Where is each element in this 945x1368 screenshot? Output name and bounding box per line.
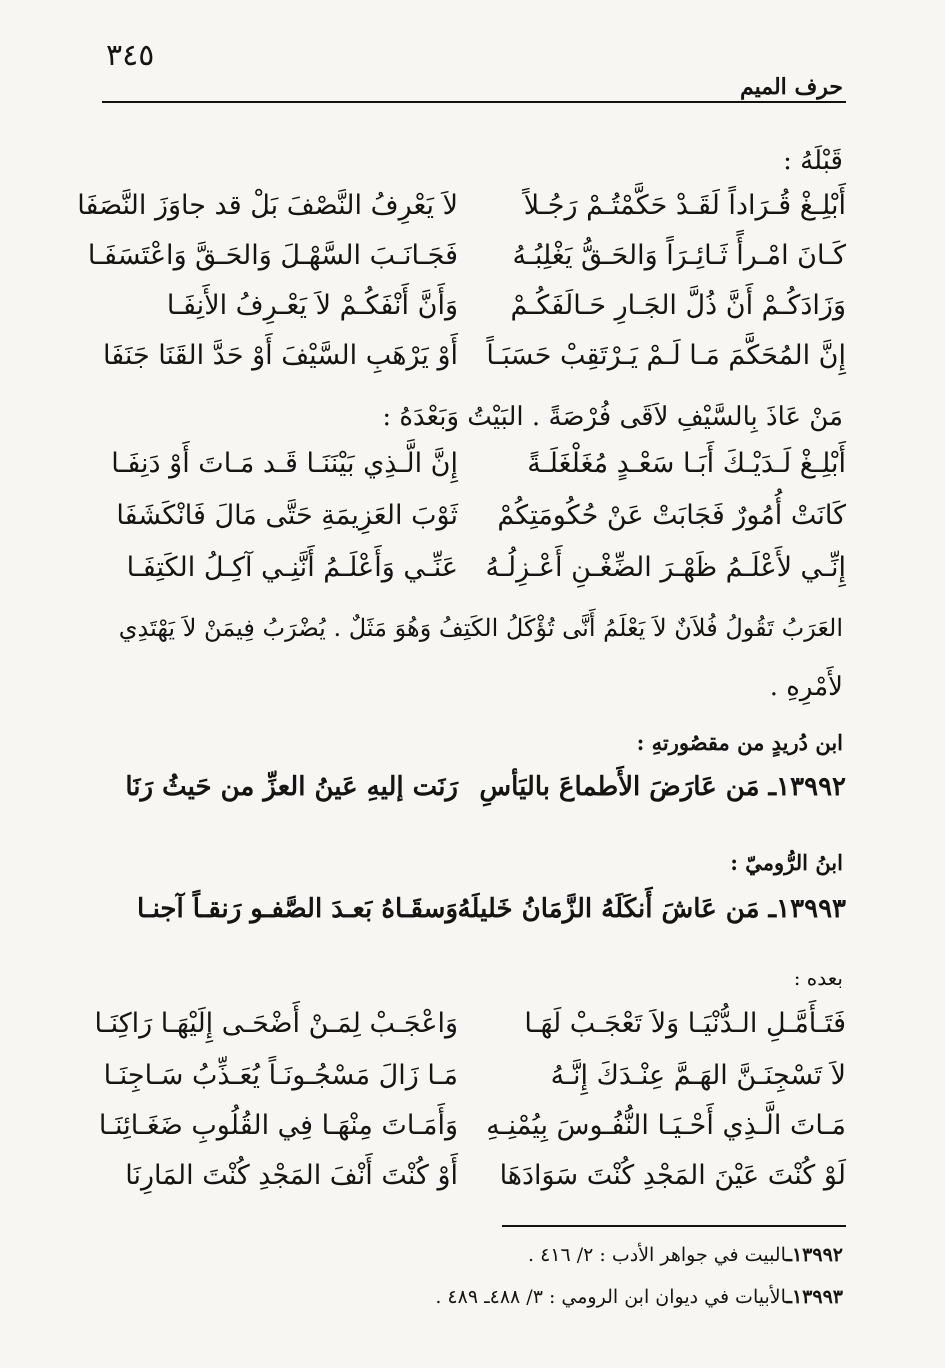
mid-line: مَنْ عَاذَ بِالسَّيْفِ لاَقَى فُرْصَةً . البَيْتُ وَبَعْدَهُ : [382, 402, 843, 432]
verse-line [77, 190, 846, 234]
after-label: بعده : [793, 966, 843, 990]
verse-line [102, 1160, 846, 1204]
verse-line [102, 552, 846, 596]
footnote-number: ١٣٩٩٣ـ [786, 1286, 843, 1308]
footnote-text: الأبيات في ديوان ابن الرومي : ٣/ ٤٨٨ـ ٤٨٩ . [435, 1286, 787, 1308]
first-hemistich: مَـاتَ الَّـذِي أَحْـيَـا النُّفُـوسَ بِيُمْنِـهِ [486, 1110, 846, 1141]
first-hemistich: كَـانَ امْـرأً ثَـائِـرَاً وَالحَـقُّ يَغْلِبُـهُ [512, 240, 846, 271]
second-hemistich: وَأَنَّ أَنْفَكُـمْ لاَ يَعْـرِفُ الأَنِفَـا [166, 290, 458, 321]
first-hemistich: لاَ تَسْجِنَـنَّ الهَـمَّ عِنْـدَكَ إِنَّـهُ [550, 1060, 846, 1091]
second-hemistich: أَوْ كُنْتَ أَنْفَ المَجْدِ كُنْتَ المَارِنَا [125, 1160, 458, 1191]
verse-line [98, 1110, 846, 1154]
first-hemistich: أَبْلِـغْ لَـدَيْـكَ أَبَـا سَعْـدٍ مُغَلْغَلَـةً [527, 448, 846, 479]
second-hemistich: أَوْ يَرْهَبِ السَّيْفَ أَوْ حَدَّ القَنَا جَنَفَا [103, 340, 458, 371]
verse-line [94, 1008, 846, 1052]
first-hemistich: ١٣٩٩٣ـ مَن عَاشَ أَنكَلَهُ الزَّمَانُ خَليلَهُ [457, 894, 846, 924]
second-hemistich: وَسقَـاهُ بَعـدَ الصَّفـو رَنقـاً آجنـا [137, 894, 458, 924]
verse-line-13992 [102, 772, 846, 816]
second-hemistich: إِنَّ الَّـذِي بَيْنَنَـا قَـد مَـاتَ أَوْ دَنِفَـا [111, 448, 458, 479]
prose-line: العَرَبُ تَقُولُ فُلاَنٌ لاَ يَعْلَمُ أَنَّى تُؤْكَلُ الكَتِفُ وَهُوَ مَثَلٌ . يُضْرَبُ فِيمَنْ لاَ يَهْتَدِي [118, 614, 843, 642]
first-hemistich: فَتَـأَمَّـلِ الـدُّنْيَـا وَلاَ تَعْجَـبْ لَهَـا [524, 1008, 846, 1039]
verse-line [102, 448, 846, 492]
footnote [101, 1286, 843, 1308]
second-hemistich: وَاعْجَـبْ لِمَـنْ أَضْحَـى إِلَيْهَـا رَاكِنَـا [94, 1008, 458, 1039]
verse-line-13993 [102, 894, 846, 938]
verse-line [102, 340, 846, 384]
second-hemistich: مَـا زَالَ مَسْجُـونَـاً يُعَـذِّبُ سَـاجِنَـا [103, 1060, 458, 1091]
second-hemistich: وَأَمَـاتَ مِنْهَـا فِي القُلُوبِ ضَغَـائِنَـا [98, 1110, 458, 1141]
first-hemistich: ١٣٩٩٢ـ مَن عَارَضَ الأَطماعَ باليَأسِ [479, 772, 846, 802]
page-number: ٣٤٥ [106, 38, 155, 73]
footnote-rule [502, 1225, 846, 1227]
footnote [101, 1244, 843, 1266]
first-hemistich: أَبْلِـغْ قُـرَاداً لَقَـدْ حَكَّمْتُـمْ رَجُـلاً [523, 190, 846, 221]
header-rule [102, 101, 846, 103]
verse-line [87, 240, 846, 284]
second-hemistich: ثَوْبَ العَزِيمَةِ حَتَّى مَالَ فَانْكَشَفَا [116, 500, 458, 531]
second-hemistich: عَنِّـي وَأَعْلَـمُ أَنَّنِـي آكِـلُ الكَتِفَـا [126, 552, 458, 583]
first-hemistich: كَانَتْ أُمُورٌ فَجَابَتْ عَنْ حُكُومَتِكُمْ [497, 500, 846, 531]
first-hemistich: إِنَّ المُحَكَّمَ مَـا لَـمْ يَـرْتَقِبْ حَسَبَـاً [486, 340, 846, 371]
chapter-title: حرف الميم [739, 74, 843, 100]
verse-line [102, 1060, 846, 1104]
prose-line: لأَمْرِهِ . [769, 672, 843, 702]
footnote-text: البيت في جواهر الأدب : ٢/ ٤١٦ . [527, 1244, 787, 1266]
verse-line [102, 290, 846, 334]
second-hemistich: لاَ يَعْرِفُ النَّصْفَ بَلْ قد جاوَزَ النَّصَفَا [77, 190, 458, 221]
first-hemistich: إِنِّـي لأَعْلَـمُ ظَهْـرَ الضِّغْـنِ أَعْـزِلُـهُ [485, 552, 846, 583]
first-hemistich: لَوْ كُنْتَ عَيْنَ المَجْدِ كُنْتَ سَوَادَهَا [499, 1160, 846, 1191]
entry-intro: ابنُ الرُّوميّ : [730, 850, 843, 875]
verse-line [102, 500, 846, 544]
second-hemistich: رَنَت إليهِ عَينُ العزِّ من حَيثُ رَنَا [125, 772, 458, 802]
entry-intro: ابن دُريدٍ من مقصُورتهِ : [636, 730, 843, 755]
first-hemistich: وَزَادَكُـمْ أَنَّ ذُلَّ الجَـارِ حَـالَفَكُـمْ [510, 290, 846, 321]
intro-label: قَبْلَهُ : [783, 146, 843, 176]
second-hemistich: فَجَـانَـبَ السَّهْـلَ وَالحَـقَّ وَاعْتَسَفَـا [87, 240, 458, 271]
footnote-number: ١٣٩٩٢ـ [786, 1244, 843, 1266]
